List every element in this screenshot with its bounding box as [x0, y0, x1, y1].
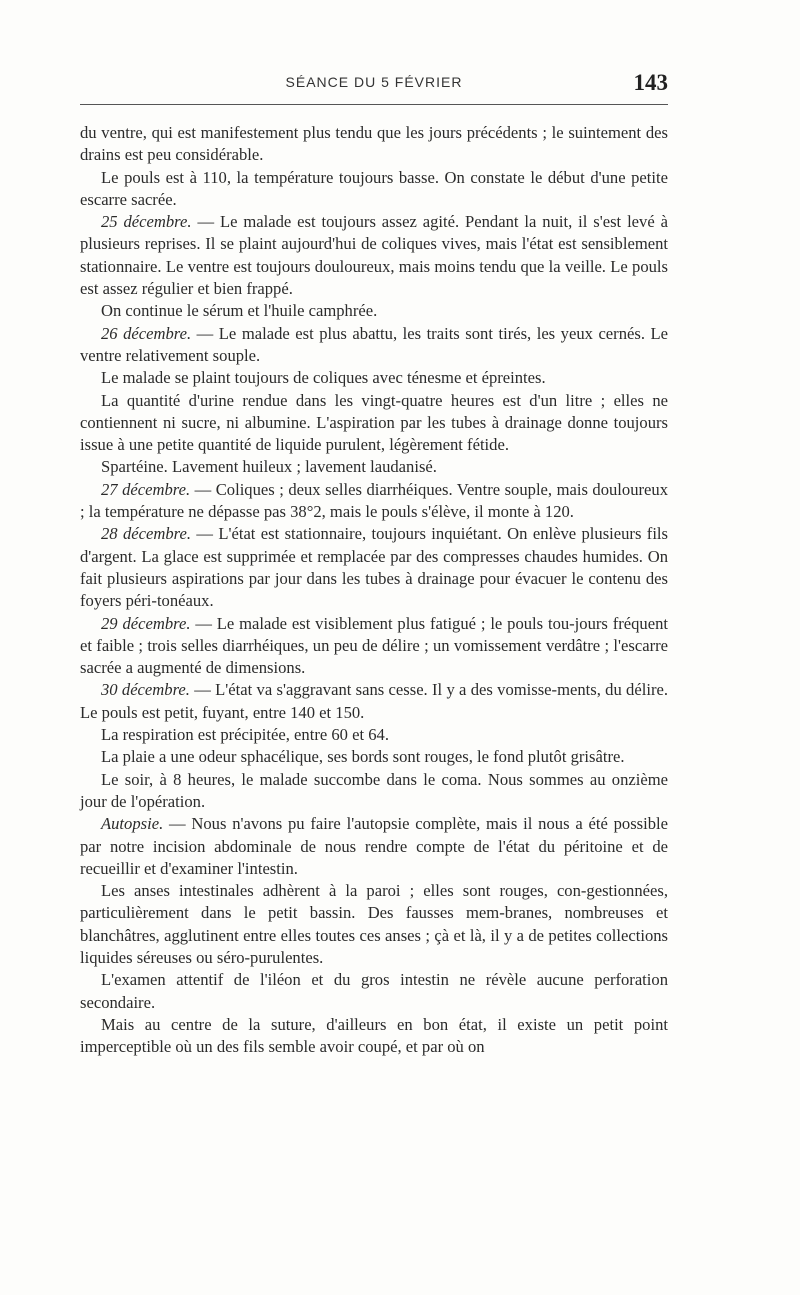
entry-date: 25 décembre. [101, 212, 192, 232]
running-title: SÉANCE DU 5 FÉVRIER [285, 74, 463, 90]
paragraph: 30 décembre. — L'état va s'aggravant sans cesse. Il y a des vomisse-ments, du délire. Le pouls est petit, fuyant, entre 140 et 150. [80, 680, 668, 722]
paragraph: L'examen attentif de l'iléon et du gros intestin ne révèle aucune perforation secondaire. [80, 970, 668, 1012]
page-number: 143 [633, 70, 668, 95]
entry-date: 30 décembre. [101, 680, 190, 700]
paragraph: La quantité d'urine rendue dans les vingt-quatre heures est d'un litre ; elles ne contiennent ni sucre, ni albumine. L'aspiration par les tubes à drainage donne toujours issue à une petite quantité de liquide purulent, légèrement fétide. [80, 390, 668, 455]
entry-date: 26 décembre. [101, 323, 192, 343]
paragraph: Autopsie. — Nous n'avons pu faire l'autopsie complète, mais il nous a été possible par notre incision abdominale de nous rendre compte de l'état du péritoine et de recueillir et d'examiner l'intestin. [80, 814, 668, 878]
paragraph: du ventre, qui est manifestement plus tendu que les jours précédents ; le suintement des drains est peu considérable. [80, 123, 668, 165]
entry-date: 27 décembre. [101, 479, 191, 499]
paragraph: On continue le sérum et l'huile camphrée. [101, 301, 378, 321]
entry-date: 29 décembre. [101, 613, 191, 633]
paragraph: 29 décembre. — Le malade est visiblement plus fatigué ; le pouls tou-jours fréquent et faible ; trois selles diarrhéiques, un peu de délire ; un vomissement verdâtre ; l'escarre sacrée a augmenté de dimensions. [80, 613, 669, 678]
paragraph: Mais au centre de la suture, d'ailleurs en bon état, il existe un petit point imperceptible où un des fils semble avoir coupé, et par où on [80, 1014, 668, 1057]
section-label: Autopsie. [101, 814, 164, 834]
body-text [80, 122, 668, 1058]
paragraph: La respiration est précipitée, entre 60 et 64. [101, 725, 389, 745]
paragraph: Le soir, à 8 heures, le malade succombe dans le coma. Nous sommes au onzième jour de l'opération. [80, 769, 668, 811]
paragraph: Spartéine. Lavement huileux ; lavement laudanisé. [101, 457, 437, 477]
paragraph: Le malade se plaint toujours de coliques avec ténesme et épreintes. [101, 368, 546, 388]
paragraph: 27 décembre. — Coliques ; deux selles diarrhéiques. Ventre souple, mais douloureux ; la température ne dépasse pas 38°2, mais le pouls s'élève, il monte à 120. [80, 479, 668, 522]
entry-date: 28 décembre. [101, 524, 191, 544]
paragraph: Le pouls est à 110, la température toujours basse. On constate le début d'une petite escarre sacrée. [80, 167, 668, 209]
paragraph: La plaie a une odeur sphacélique, ses bords sont rouges, le fond plutôt grisâtre. [101, 747, 625, 767]
paragraph: 28 décembre. — L'état est stationnaire, toujours inquiétant. On enlève plusieurs fils d'argent. La glace est supprimée et remplacée par des compresses chaudes humides. On fait plusieurs aspirations par jour dans les tubes à drainage pour évacuer le contenu des foyers péri-tonéaux. [80, 524, 668, 611]
paragraph: Les anses intestinales adhèrent à la paroi ; elles sont rouges, con-gestionnées, particulièrement dans le petit bassin. Des fausses mem-branes, nombreuses et blanchâtres, agglutinent entre elles toutes ces anses ; çà et là, il y a de petites collections liquides séreuses ou séro-purulentes. [80, 881, 668, 967]
paragraph: 26 décembre. — Le malade est plus abattu, les traits sont tirés, les yeux cernés. Le ventre relativement souple. [80, 323, 668, 365]
running-head [80, 70, 668, 100]
paragraph: 25 décembre. — Le malade est toujours assez agité. Pendant la nuit, il s'est levé à plusieurs reprises. Il se plaint aujourd'hui de coliques vives, mais l'état est sensiblement stationnaire. Le ventre est toujours douloureux, mais moins tendu que la veille. Le pouls est assez régulier et bien frappé. [80, 212, 668, 299]
header-rule [80, 104, 668, 105]
